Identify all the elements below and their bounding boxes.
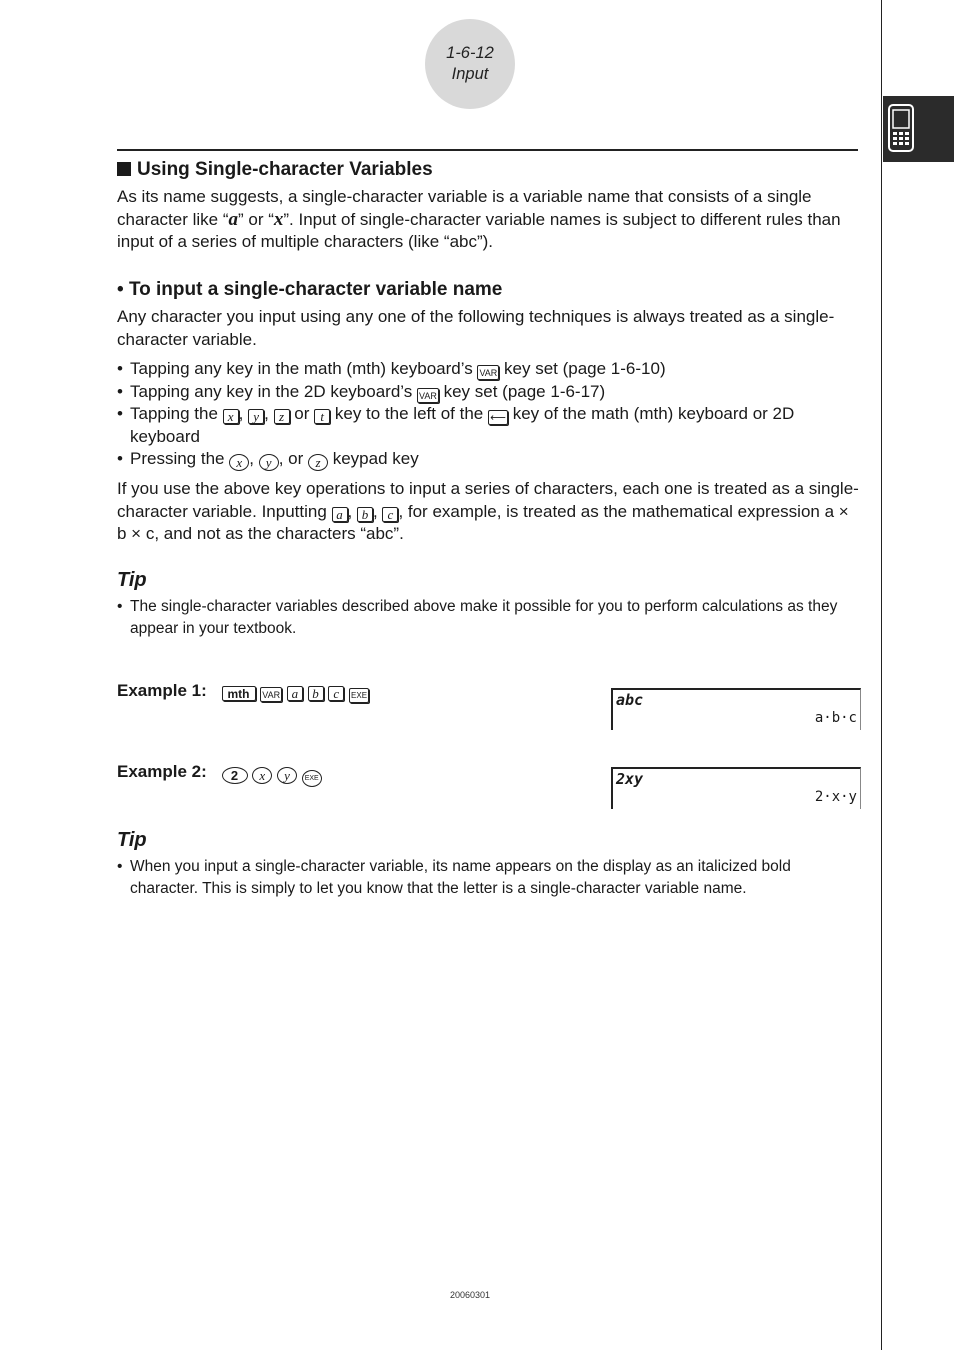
page-number: 1-6-12 [446, 44, 494, 62]
tip-text: • The single-character variables described above make it possible for you to perform calculations as they appear in your textbook. [117, 596, 862, 640]
screen-input: 2xy [616, 770, 644, 788]
chapter-tab [883, 96, 954, 162]
screen-input: abc [616, 691, 644, 709]
x-key-icon: x [223, 409, 239, 424]
margin-line [881, 0, 882, 1350]
mth-key-icon: mth [222, 686, 256, 701]
calculator-icon [888, 104, 914, 152]
z-key-icon: z [274, 409, 290, 424]
tip-title: Tip [117, 569, 147, 591]
technique-list [117, 358, 862, 471]
a-key-icon: a [287, 686, 303, 701]
example-keys [222, 762, 322, 781]
exe-key-icon: EXE [349, 688, 369, 703]
list-item: • Tapping the x , y , z or t key to the left of the ⟵ key of the math (mth) keyboard or 2D keyboard [117, 403, 862, 448]
tip-1 [117, 569, 862, 640]
exe-keypad-icon: EXE [302, 770, 322, 787]
var-key-icon: VAR [417, 388, 439, 403]
example-label: Example 2: [117, 762, 207, 781]
list-item: • Pressing the x , y , or z keypad key [117, 448, 862, 471]
section [117, 158, 862, 254]
x-keypad-icon: x [229, 454, 249, 471]
example-2-screen [611, 767, 861, 809]
tip-2 [117, 829, 862, 900]
example-1 [117, 681, 369, 703]
series-paragraph: If you use the above key operations to input a series of characters, each one is treated as a single-character variable. Inputting a , b , c , for example, is treated as the mathematical expression a × b × c, and not as the characters “abc”. [117, 479, 859, 543]
y-keypad-icon: y [259, 454, 279, 471]
z-keypad-icon: z [308, 454, 328, 471]
subsection-intro: Any character you input using any one of the following techniques is always treated as a single-character variable. [117, 307, 835, 349]
y-keypad-icon: y [277, 767, 297, 784]
a-key-icon: a [332, 507, 348, 522]
example-2 [117, 762, 322, 787]
subsection [117, 278, 862, 351]
x-keypad-icon: x [252, 767, 272, 784]
two-keypad-icon: 2 [222, 767, 248, 784]
backspace-key-icon: ⟵ [488, 410, 508, 425]
c-key-icon: c [328, 686, 344, 701]
c-key-icon: c [382, 507, 398, 522]
list-item: • Tapping any key in the math (mth) keyboard’s VAR key set (page 1-6-10) [117, 358, 862, 381]
var-a: a [228, 208, 238, 230]
page-badge [425, 19, 515, 109]
section-intro: As its name suggests, a single-character variable is a variable name that consists of a single character like “a” or “x”. Input of single-character variable names is subject to different rules than input of a series of multiple characters (like “abc”). [117, 187, 841, 251]
var-key-icon: VAR [260, 687, 282, 702]
var-key-icon: VAR [477, 365, 499, 380]
footer-code: 20060301 [450, 1290, 491, 1300]
tip-text: • When you input a single-character variable, its name appears on the display as an italicized bold character. This is simply to let you know that the letter is a single-character variable name. [117, 856, 862, 900]
y-key-icon: y [248, 409, 264, 424]
tip-title: Tip [117, 829, 147, 851]
b-key-icon: b [357, 507, 373, 522]
var-x: x [273, 208, 284, 230]
section-heading: Using Single-character Variables [117, 158, 862, 182]
example-1-screen [611, 688, 861, 730]
screen-output: 2·x·y [814, 789, 857, 805]
t-key-icon: t [314, 409, 330, 424]
square-bullet-icon [117, 162, 131, 176]
subsection-heading: • To input a single-character variable name [117, 279, 503, 300]
screen-output: a·b·c [814, 710, 857, 726]
section-rule [117, 149, 858, 151]
section-label: Input [451, 65, 489, 83]
example-keys [222, 681, 370, 700]
b-key-icon: b [308, 686, 324, 701]
list-item: • Tapping any key in the 2D keyboard’s VAR key set (page 1-6-17) [117, 381, 862, 404]
example-label: Example 1: [117, 681, 207, 700]
